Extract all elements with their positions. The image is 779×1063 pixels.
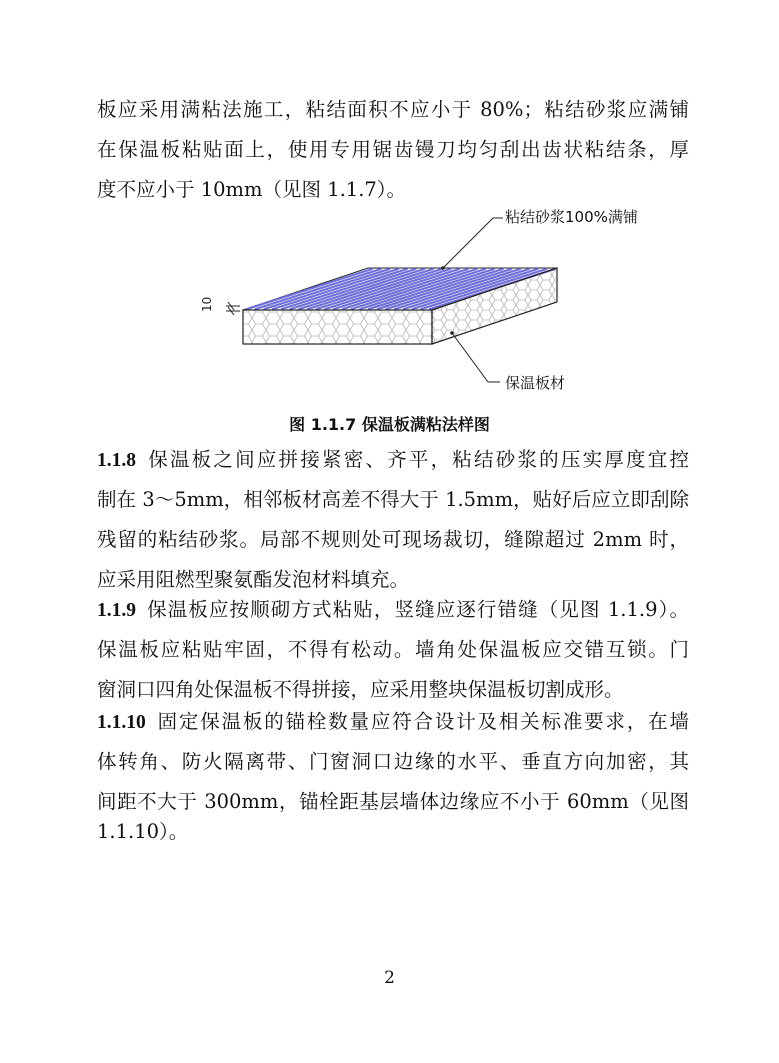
board-front-face bbox=[243, 310, 432, 344]
section-number: 1.1.10 bbox=[97, 712, 146, 733]
figure-label-board: 保温板材 bbox=[505, 374, 566, 392]
section-line: 应采用阻燃型聚氨酯发泡材料填充。 bbox=[97, 568, 410, 591]
paragraph-line: 度不应小于 10mm（见图 1.1.7）。 bbox=[97, 178, 407, 201]
section-line: 保温板应粘贴牢固，不得有松动。墙角处保温板应交错互锁。门 bbox=[97, 638, 689, 661]
section-line: 1.1.8 保温板之间应拼接紧密、齐平，粘结砂浆的压实厚度宜控 bbox=[97, 448, 689, 471]
dimension-label: 10 bbox=[200, 296, 214, 312]
leader-line-bottom bbox=[452, 333, 488, 382]
section-line: 残留的粘结砂浆。局部不规则处可现场裁切，缝隙超过 2mm 时， bbox=[97, 528, 689, 551]
paragraph-line: 板应采用满粘法施工，粘结面积不应小于 80%；粘结砂浆应满铺 bbox=[97, 98, 689, 121]
section-line: 1.1.10）。 bbox=[97, 820, 189, 843]
section-line: 1.1.10 固定保温板的锚栓数量应符合设计及相关标准要求，在墙 bbox=[97, 710, 689, 733]
paragraph-line: 在保温板粘贴面上，使用专用锯齿镘刀均匀刮出齿状粘结条，厚 bbox=[97, 138, 689, 161]
dimension-mark bbox=[226, 302, 240, 315]
section-line: 窗洞口四角处保温板不得拼接，应采用整块保温板切割成形。 bbox=[97, 678, 624, 701]
leader-line-top bbox=[443, 218, 493, 268]
section-number: 1.1.9 bbox=[97, 600, 136, 621]
section-line: 制在 3～5mm，相邻板材高差不得大于 1.5mm，贴好后应立即刮除 bbox=[97, 488, 689, 511]
figure-caption: 图 1.1.7 保温板满粘法样图 bbox=[289, 415, 490, 434]
section-line: 体转角、防火隔离带、门窗洞口边缘的水平、垂直方向加密，其 bbox=[97, 750, 689, 773]
insulation-board-figure bbox=[0, 0, 779, 440]
page-number: 2 bbox=[384, 968, 395, 988]
section-number: 1.1.8 bbox=[97, 450, 136, 471]
figure-label-mortar: 粘结砂浆100%满铺 bbox=[505, 208, 638, 226]
section-line: 1.1.9 保温板应按顺砌方式粘贴，竖缝应逐行错缝（见图 1.1.9）。 bbox=[97, 598, 689, 621]
section-line: 间距不大于 300mm，锚栓距基层墙体边缘应不小于 60mm（见图 bbox=[97, 790, 689, 813]
